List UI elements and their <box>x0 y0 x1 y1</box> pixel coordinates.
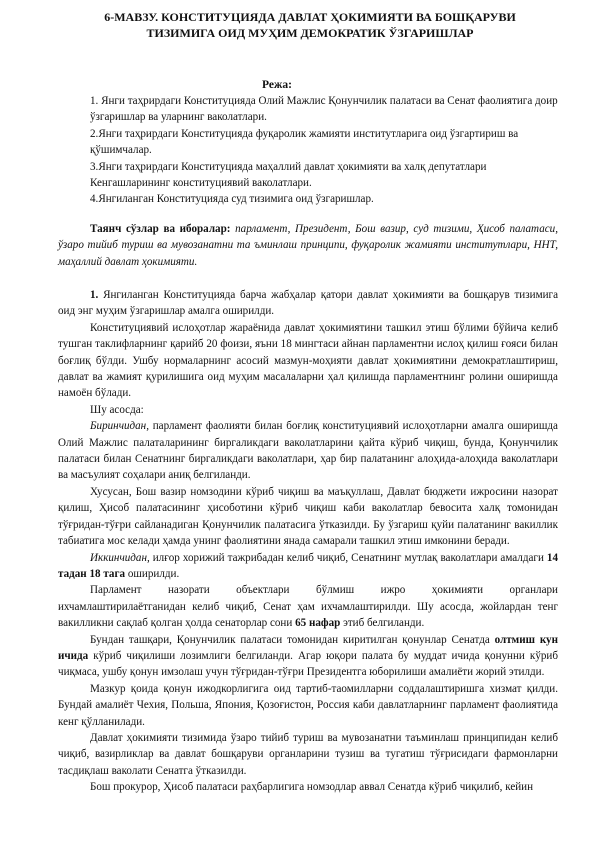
title-line-2: ТИЗИМИГА ОИД МУҲИМ ДЕМОКРАТИК ЎЗГАРИШЛАР <box>146 26 474 40</box>
bold-term: олтмиш кун ичида <box>58 633 558 662</box>
emphasis-first: Биринчидан, <box>90 420 149 433</box>
paragraph: Давлат ҳокимияти тизимида ўзаро тийиб туриш ва мувозанатни таъминлаш принципидан келиб чиқиб, вазирликлар ва давлат бошқаруви органларини тузиш ва тугатиш тўғрисидаги фармонларни тасдиқлаш ваколати Сенатга ўтказилди. <box>58 731 558 777</box>
paragraph: Конституциявий ислоҳотлар жараёнида давлат ҳокимиятини ташкил этиш бўлими бўйича келиб тушган таклифларнинг қарийб 20 фоизи, яъни 18 мингтаси айнан парламентни ислоҳ қилиш ғояси билан боғлиқ бўлди. Ушбу нормаларнинг асосий мазмун-моҳияти давлат ҳокимиятини демократлаштириш, давлат ва жамият қурилишига оид муҳим масалаларни ҳал қилишда парламентнинг ролини оширишда намоён бўлади. <box>58 321 558 400</box>
bold-number: 65 нафар <box>295 617 341 630</box>
bold-number: 14 тадан 18 тага <box>58 551 558 580</box>
paragraph: Шу асосда: <box>90 403 144 416</box>
title-line-1: 6-МАВЗУ. КОНСТИТУЦИЯДА ДАВЛАТ ҲОКИМИЯТИ ВА БОШҚАРУВИ <box>104 10 516 24</box>
paragraph: 1. Янгиланган Конституцияда барча жабҳалар қатори давлат ҳокимияти ва бошқарув тизимига оид энг муҳим ўзгаришлар амалга оширилди. <box>58 289 558 318</box>
emphasis-second: Иккинчидан, <box>90 551 150 564</box>
paragraph: ихчамлаштирилаётганидан келиб чиқиб, Сенат ҳам ихчамлаштирилди. Шу асосда, жойлардан тенг вакилликни сақлаб қолган ҳолда сенаторлар сони 65 нафар этиб белгиланди. <box>58 600 558 630</box>
keywords-label: Таянч сўзлар ва иборалар: <box>90 223 231 235</box>
paragraph: Бош прокурор, Ҳисоб палатаси раҳбарлигига номзодлар аввал Сенатда кўриб чиқилиб, кейин <box>90 781 534 794</box>
plan-item: 2.Янги таҳрирдаги Конституцияда фуқаролик жамияти институтларига оид ўзгартириш ва қўшимчалар. <box>90 127 519 157</box>
main-text <box>58 287 558 796</box>
plan-item: 1. Янги таҳрирдаги Конституцияда Олий Мажлис Қонунчилик палатаси ва Сенат фаолиятига доир ўзгаришлар ва уларнинг ваколатлари. <box>90 95 558 124</box>
plan-item: 4.Янгиланган Конституцияда суд тизимига оид ўзгаришлар. <box>90 193 374 206</box>
plan-list <box>90 93 558 208</box>
keywords-text: парламент, Президент, Бош вазир, суд тизими, Ҳисоб палатаси, ўзаро тийиб туриш ва мувозанатни та ъминлаш принципи, фуқаролик жамияти институтлари, ННТ, маҳаллий давлат ҳокимияти. <box>58 223 558 268</box>
plan-item: 3.Янги таҳрирдаги Конституцияда маҳаллий давлат ҳокимияти ва халқ депутатлари Кенгашларининг конституциявий ваколатлари. <box>90 160 487 190</box>
paragraph: Мазкур қоида қонун ижодкорлигига оид тартиб-таомилларни соддалаштиришга хизмат қилди. Бундай амалиёт Чехия, Польша, Япония, Қозоғистон, Россия каби давлатларнинг парламент фаолиятида кенг қўлланилади. <box>58 682 558 728</box>
document-title <box>60 9 560 41</box>
paragraph: Парламент назорати объектлари бўлмиш ижро ҳокимияти органлари <box>90 584 558 597</box>
paragraph: Бундан ташқари, Қонунчилик палатаси томонидан киритилган қонунлар Сенатда олтмиш кун ичида кўриб чиқилиши лозимлиги белгиланди. Агар юқори палата бу муддат ичида қонунни кўриб чиқмаса, ушбу қонун имзолаш учун тўғридан-тўғри Президентга юборилиши амалиёти жорий этилди. <box>58 633 558 679</box>
paragraph: Биринчидан, парламент фаолияти билан боғлиқ конституциявий ислоҳотларни амалга оширишда Олий Мажлис палаталарининг биргаликдаги ваколатларини қайта кўриб чиқиш, бунда, Қонунчилик палатаси билан Сенатнинг биргаликдаги ваколатлари, ҳар бир палатанинг алоҳида-алоҳида ваколатлари ва масъулият соҳалари аниқ белгиланди. <box>58 420 558 482</box>
section-number: 1. <box>90 289 99 301</box>
paragraph: Иккинчидан, илғор хорижий тажрибадан келиб чиқиб, Сенатнинг мутлақ ваколатлари амалдаги 14 тадан 18 тага оширилди. <box>58 551 558 580</box>
plan-heading: Режа: <box>262 79 292 91</box>
paragraph: Хусусан, Бош вазир номзодини кўриб чиқиш ва маъқуллаш, Давлат бюджети ижросини назорат қилиш, Ҳисоб палатасининг ҳисоботини кўриб чиқиш каби ваколатлар бевосита халқ томонидан тўғридан-тўғри сайланадиган Қонунчилик палатасига ўтказилди. Бу ўзгариш қуйи палатанинг вакиллик табиатига мос келади ҳамда унинг фаолиятини янада самарали ташкил этиш имконини беради. <box>58 485 558 548</box>
keywords-paragraph <box>58 221 558 270</box>
